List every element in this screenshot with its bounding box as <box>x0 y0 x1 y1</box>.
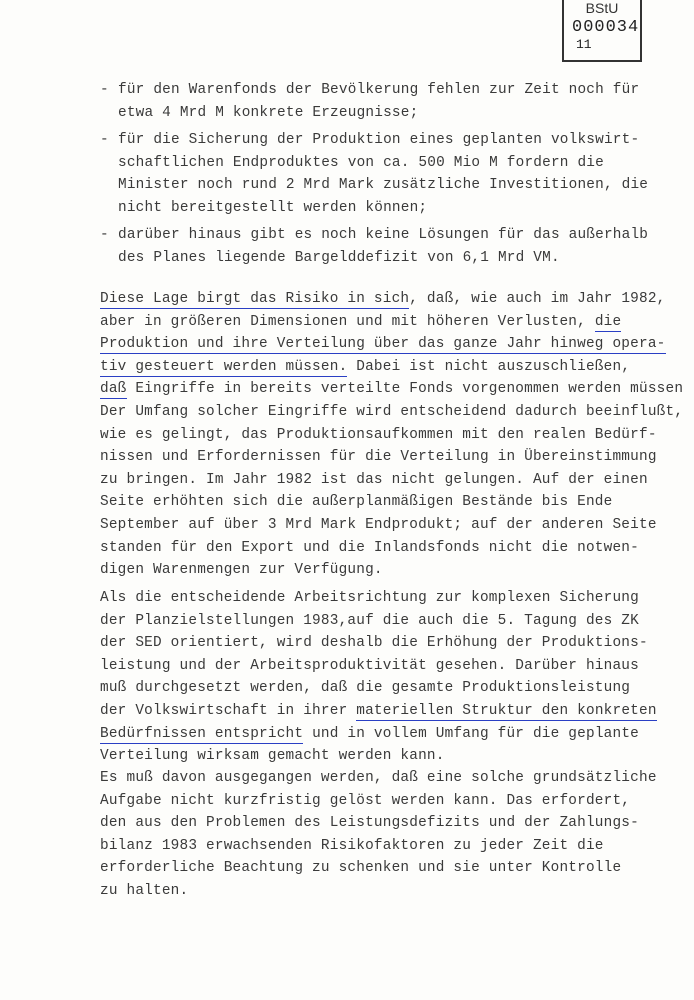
text-line <box>100 587 657 610</box>
paragraph <box>100 288 683 582</box>
text-line <box>100 812 657 835</box>
text-line <box>100 610 657 633</box>
text-segment: Als die entscheidende Arbeitsrichtung zur komplexen Sicherung <box>100 590 639 606</box>
text-segment: den aus den Problemen des Leistungsdefizits und der Zahlungs- <box>100 815 639 832</box>
text-segment: standen für den Export und die Inlandsfonds nicht die notwen- <box>100 539 639 556</box>
text-line <box>118 79 639 102</box>
text-segment: Der Umfang solcher Eingriffe wird entscheidend dadurch beeinflußt, <box>100 403 684 420</box>
text-line <box>100 559 683 582</box>
text-segment: des Planes liegende Bargelddefizit von 6,1 Mrd VM. <box>118 249 560 266</box>
stamp-org: BStU <box>585 0 619 16</box>
text-line <box>100 356 683 379</box>
text-segment: Aufgabe nicht kurzfristig gelöst werden kann. Das erfordert, <box>100 792 631 809</box>
text-line <box>100 655 657 678</box>
text-line <box>100 745 657 768</box>
text-segment: September auf über 3 Mrd Mark Endprodukt; auf der anderen Seite <box>100 516 657 533</box>
text-segment: zu halten. <box>100 882 189 899</box>
text-segment: leistung und der Arbeitsproduktivität gesehen. Darüber hinaus <box>100 657 639 674</box>
stamp-number: 000034 <box>572 18 640 37</box>
text-line <box>118 174 648 197</box>
text-segment: muß durchgesetzt werden, daß die gesamte Produktionsleistung <box>100 680 631 697</box>
text-segment: Eingriffe in bereits verteilte Fonds vorgenommen werden müssen <box>126 381 684 398</box>
text-line <box>100 835 657 858</box>
text-line <box>100 514 683 537</box>
paragraph <box>100 587 657 768</box>
handwritten-underline-text: Produktion und ihre Verteilung über das ganze Jahr hinweg opera- <box>100 336 666 353</box>
text-line <box>100 880 657 903</box>
text-segment: und in vollem Umfang für die geplante <box>303 725 639 742</box>
bullet-dash: - <box>100 227 109 243</box>
text-line <box>100 401 683 424</box>
handwritten-underline-text: materiellen Struktur den konkreten <box>356 702 657 719</box>
text-line <box>118 152 648 175</box>
text-segment: Verteilung wirksam gemacht werden kann. <box>100 748 445 765</box>
text-segment: etwa 4 Mrd M konkrete Erzeugnisse; <box>118 104 419 121</box>
text-segment: für die Sicherung der Produktion eines geplanten volkswirt- <box>118 132 640 148</box>
text-segment: der SED orientiert, wird deshalb die Erhöhung der Produktions- <box>100 635 648 652</box>
text-segment: der Planzielstellungen 1983,auf die auch die 5. Tagung des ZK <box>100 612 639 629</box>
handwritten-underline-text: Diese Lage birgt das Risiko in sich <box>100 291 410 307</box>
page-number: 11 <box>576 37 592 52</box>
text-segment: schaftlichen Endproduktes von ca. 500 Mio M fordern die <box>118 154 604 171</box>
text-line <box>100 446 683 469</box>
handwritten-underline-text: Bedürfnissen entspricht <box>100 725 304 742</box>
text-line <box>100 767 657 790</box>
text-line <box>100 537 683 560</box>
text-line <box>118 197 648 220</box>
text-segment: Dabei ist nicht auszuschließen, <box>347 358 631 375</box>
text-segment: für den Warenfonds der Bevölkerung fehlen zur Zeit noch für <box>118 82 640 98</box>
text-segment: Minister noch rund 2 Mrd Mark zusätzliche Investitionen, die <box>118 177 649 194</box>
text-segment: aber in größeren Dimensionen und mit höheren Verlusten, <box>100 313 595 330</box>
paragraph <box>100 767 657 903</box>
text-segment: erforderliche Beachtung zu schenken und sie unter Kontrolle <box>100 860 622 877</box>
text-segment: bilanz 1983 erwachsenden Risikofaktoren zu jeder Zeit die <box>100 837 604 854</box>
text-line <box>100 491 683 514</box>
text-segment: der Volkswirtschaft in ihrer <box>100 702 357 719</box>
text-segment: nicht bereitgestellt werden können; <box>118 199 428 216</box>
text-segment: Seite erhöhten sich die außerplanmäßigen Bestände bis Ende <box>100 494 613 511</box>
text-segment: darüber hinaus gibt es noch keine Lösungen für das außerhalb <box>118 227 649 243</box>
text-line <box>100 723 657 746</box>
text-line <box>100 790 657 813</box>
text-segment: zu bringen. Im Jahr 1982 ist das nicht gelungen. Auf der einen <box>100 471 648 488</box>
text-line <box>118 247 648 270</box>
text-line <box>118 129 648 152</box>
handwritten-underline-text: daß <box>100 381 127 398</box>
text-line <box>118 102 639 125</box>
text-line <box>118 224 648 247</box>
text-line <box>100 424 683 447</box>
text-line <box>100 333 683 356</box>
bullet-dash: - <box>100 132 109 148</box>
text-segment: digen Warenmengen zur Verfügung. <box>100 562 383 579</box>
bullet-text <box>118 79 639 124</box>
text-line <box>100 469 683 492</box>
bullet-text <box>118 224 648 269</box>
archive-stamp <box>562 0 642 62</box>
bullet-dash: - <box>100 82 109 98</box>
handwritten-underline-text: die <box>594 313 622 330</box>
text-line <box>100 378 683 401</box>
text-line <box>100 700 657 723</box>
bullet-text <box>118 129 648 219</box>
text-line <box>100 288 683 311</box>
text-segment: Es muß davon ausgegangen werden, daß eine solche grundsätzliche <box>100 770 657 786</box>
text-segment: wie es gelingt, das Produktionsaufkommen mit den realen Bedürf- <box>100 426 657 443</box>
text-segment: , daß, wie auch im Jahr 1982, <box>409 291 666 307</box>
text-line <box>100 311 683 334</box>
text-line <box>100 857 657 880</box>
text-line <box>100 632 657 655</box>
text-line <box>100 677 657 700</box>
handwritten-underline-text: tiv gesteuert werden müssen. <box>100 358 348 375</box>
text-segment: nissen und Erfordernissen für die Verteilung in Übereinstimmung <box>100 449 657 466</box>
